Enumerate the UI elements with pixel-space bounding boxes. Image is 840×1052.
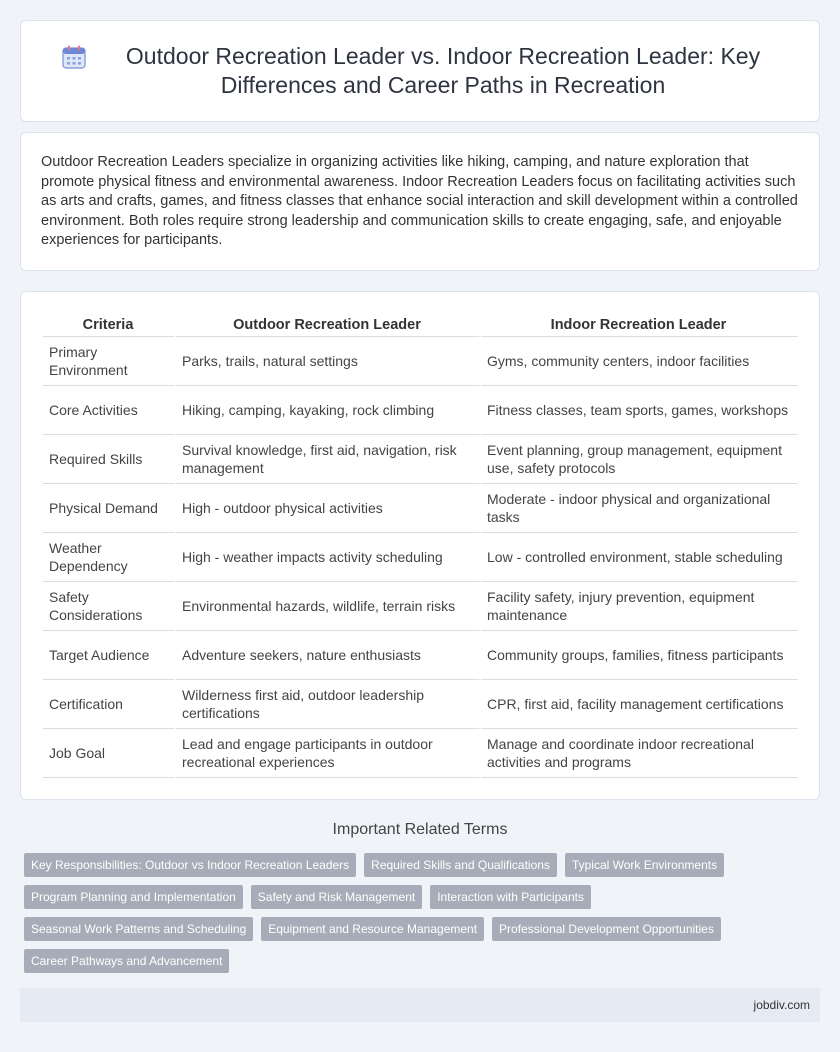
table-row [43, 386, 799, 435]
table-row [43, 484, 799, 533]
criteria-cell: Primary Environment [43, 337, 176, 386]
criteria-cell: Certification [43, 680, 176, 729]
footer [20, 988, 820, 1022]
table-row [43, 582, 799, 631]
related-term-tag[interactable]: Interaction with Participants [430, 885, 591, 909]
outdoor-cell: Environmental hazards, wildlife, terrain risks [176, 582, 481, 631]
outdoor-cell: Adventure seekers, nature enthusiasts [176, 631, 481, 680]
footer-site-link[interactable]: jobdiv.com [753, 998, 810, 1012]
page-title: Outdoor Recreation Leader vs. Indoor Recreation Leader: Key Differences and Career Paths in Recreation [125, 43, 761, 98]
header-card [20, 20, 820, 122]
table-row [43, 631, 799, 680]
related-term-tag[interactable]: Professional Development Opportunities [492, 917, 721, 941]
criteria-cell: Physical Demand [43, 484, 176, 533]
intro-card [20, 132, 820, 271]
table-header-row [43, 314, 799, 337]
related-term-tag[interactable]: Safety and Risk Management [251, 885, 422, 909]
indoor-cell: Gyms, community centers, indoor facilities [481, 337, 799, 386]
outdoor-cell: Lead and engage participants in outdoor recreational experiences [176, 729, 481, 778]
criteria-cell: Target Audience [43, 631, 176, 680]
comparison-table [43, 314, 799, 778]
outdoor-cell: Wilderness first aid, outdoor leadership certifications [176, 680, 481, 729]
comparison-table-card [20, 291, 820, 800]
outdoor-cell: Hiking, camping, kayaking, rock climbing [176, 386, 481, 435]
table-row [43, 680, 799, 729]
related-term-tag[interactable]: Key Responsibilities: Outdoor vs Indoor Recreation Leaders [24, 853, 356, 877]
related-term-tag[interactable]: Typical Work Environments [565, 853, 724, 877]
indoor-cell: Moderate - indoor physical and organizational tasks [481, 484, 799, 533]
table-row [43, 337, 799, 386]
header-outdoor: Outdoor Recreation Leader [176, 314, 481, 337]
table-row [43, 435, 799, 484]
outdoor-cell: High - weather impacts activity scheduling [176, 533, 481, 582]
table-row [43, 729, 799, 778]
indoor-cell: Low - controlled environment, stable scheduling [481, 533, 799, 582]
indoor-cell: Event planning, group management, equipment use, safety protocols [481, 435, 799, 484]
indoor-cell: CPR, first aid, facility management certifications [481, 680, 799, 729]
header-criteria: Criteria [43, 314, 176, 337]
related-terms-list [24, 853, 820, 973]
criteria-cell: Weather Dependency [43, 533, 176, 582]
criteria-cell: Job Goal [43, 729, 176, 778]
related-term-tag[interactable]: Program Planning and Implementation [24, 885, 243, 909]
indoor-cell: Fitness classes, team sports, games, workshops [481, 386, 799, 435]
calendar-icon [61, 44, 87, 70]
header-indoor: Indoor Recreation Leader [481, 314, 799, 337]
indoor-cell: Manage and coordinate indoor recreational activities and programs [481, 729, 799, 778]
criteria-cell: Safety Considerations [43, 582, 176, 631]
outdoor-cell: High - outdoor physical activities [176, 484, 481, 533]
related-term-tag[interactable]: Career Pathways and Advancement [24, 949, 229, 973]
criteria-cell: Required Skills [43, 435, 176, 484]
related-terms-title: Important Related Terms [332, 821, 508, 838]
outdoor-cell: Parks, trails, natural settings [176, 337, 481, 386]
criteria-cell: Core Activities [43, 386, 176, 435]
intro-paragraph: Outdoor Recreation Leaders specialize in organizing activities like hiking, camping, and nature exploration that promote physical fitness and environmental awareness. Indoor Recreation Leaders focus on facilitating activities such as arts and crafts, games, and fitness classes that enhance social interaction and skill development within a controlled environment. Both roles require strong leadership and communication skills to create engaging, safe, and enjoyable experiences for participants. [41, 154, 798, 249]
indoor-cell: Facility safety, injury prevention, equipment maintenance [481, 582, 799, 631]
indoor-cell: Community groups, families, fitness participants [481, 631, 799, 680]
title-row [21, 21, 819, 121]
table-row [43, 533, 799, 582]
related-term-tag[interactable]: Required Skills and Qualifications [364, 853, 557, 877]
outdoor-cell: Survival knowledge, first aid, navigation, risk management [176, 435, 481, 484]
related-term-tag[interactable]: Seasonal Work Patterns and Scheduling [24, 917, 253, 941]
related-term-tag[interactable]: Equipment and Resource Management [261, 917, 484, 941]
